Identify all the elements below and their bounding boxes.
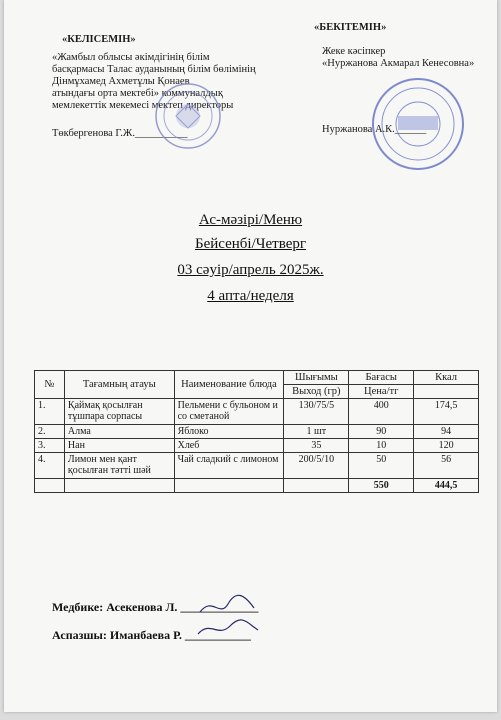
- total-price: 550: [349, 479, 414, 493]
- round-seal-stamp: [154, 82, 222, 150]
- dish-name-ru: Яблоко: [174, 425, 284, 439]
- table-row: [35, 399, 479, 425]
- table-row: [35, 439, 479, 453]
- price-cell: 50: [349, 453, 414, 479]
- kcal-cell: 120: [414, 439, 479, 453]
- col-subheader-kcal: [414, 385, 479, 399]
- menu-day: Бейсенбі/Четверг: [194, 236, 307, 252]
- kcal-cell: 94: [414, 425, 479, 439]
- dish-name-ru: Пельмени с бульоном и со сметаной: [174, 399, 284, 425]
- table-total-row: [35, 479, 479, 493]
- approved-signatory: Нуржанова А.К.______: [322, 124, 427, 135]
- yield-cell: 130/75/5: [284, 399, 349, 425]
- company-seal-stamp: [370, 76, 466, 172]
- agreed-line-5: мемлекеттік мекемесі мектеп директоры: [52, 100, 234, 111]
- yield-cell: 200/5/10: [284, 453, 349, 479]
- table-row: [35, 453, 479, 479]
- dish-name-kz: Алма: [64, 425, 174, 439]
- dish-name-kz: Лимон мен қант қосылған тәтті шәй: [64, 453, 174, 479]
- yield-cell: 35: [284, 439, 349, 453]
- price-cell: 90: [349, 425, 414, 439]
- price-cell: 10: [349, 439, 414, 453]
- document-page: [4, 0, 497, 712]
- approved-line-2: «Нуржанова Акмарал Кенесовна»: [322, 58, 475, 69]
- menu-title: Ас-мәзірі/Меню: [198, 212, 303, 228]
- menu-table: [34, 370, 479, 493]
- col-header-kcal: Ккал: [414, 371, 479, 385]
- col-header-price: Бағасы: [349, 371, 414, 385]
- agreed-signatory: Төкбергенова Г.Ж.__________: [52, 128, 188, 139]
- kcal-cell: 174,5: [414, 399, 479, 425]
- nurse-signature-line: Медбике: Асекенова Л. _____________: [52, 600, 259, 614]
- cook-signature-line: Аспазшы: Иманбаева Р. ___________: [52, 628, 251, 642]
- dish-name-kz: Қаймақ қосылған тұшпара сорпасы: [64, 399, 174, 425]
- col-subheader-yield: Выход (гр): [284, 385, 349, 399]
- total-kcal: 444,5: [414, 479, 479, 493]
- kcal-cell: 56: [414, 453, 479, 479]
- table-row: [35, 425, 479, 439]
- table-header-row: [35, 371, 479, 385]
- yield-cell: 1 шт: [284, 425, 349, 439]
- dish-name-kz: Нан: [64, 439, 174, 453]
- row-number: 4.: [35, 453, 65, 479]
- approved-heading: «БЕКІТЕМІН»: [314, 22, 387, 33]
- menu-date: 03 сәуір/апрель 2025ж.: [177, 262, 324, 278]
- agreed-heading: «КЕЛІСЕМІН»: [62, 34, 136, 45]
- row-number: 1.: [35, 399, 65, 425]
- col-header-dish-kz: Тағамның атауы: [64, 371, 174, 399]
- handwritten-signatures: [194, 590, 264, 640]
- dish-name-ru: Хлеб: [174, 439, 284, 453]
- row-number: 3.: [35, 439, 65, 453]
- row-number: 2.: [35, 425, 65, 439]
- agreed-line-4: атындағы орта мектебі» коммуналдық: [52, 88, 223, 99]
- agreed-line-2: басқармасы Талас ауданының білім бөлімінің: [52, 64, 256, 75]
- price-cell: 400: [349, 399, 414, 425]
- col-header-number: №: [35, 371, 65, 399]
- approved-line-1: Жеке кәсіпкер: [322, 46, 386, 57]
- agreed-line-3: Дінмұхамед Ахметұлы Қонаев: [52, 76, 190, 87]
- dish-name-ru: Чай сладкий с лимоном: [174, 453, 284, 479]
- col-header-yield: Шығымы: [284, 371, 349, 385]
- col-header-dish-ru: Наименование блюда: [174, 371, 284, 399]
- col-subheader-price: Цена/тг: [349, 385, 414, 399]
- menu-week: 4 апта/неделя: [207, 288, 294, 304]
- agreed-line-1: «Жамбыл облысы әкімдігінің білім: [52, 52, 210, 63]
